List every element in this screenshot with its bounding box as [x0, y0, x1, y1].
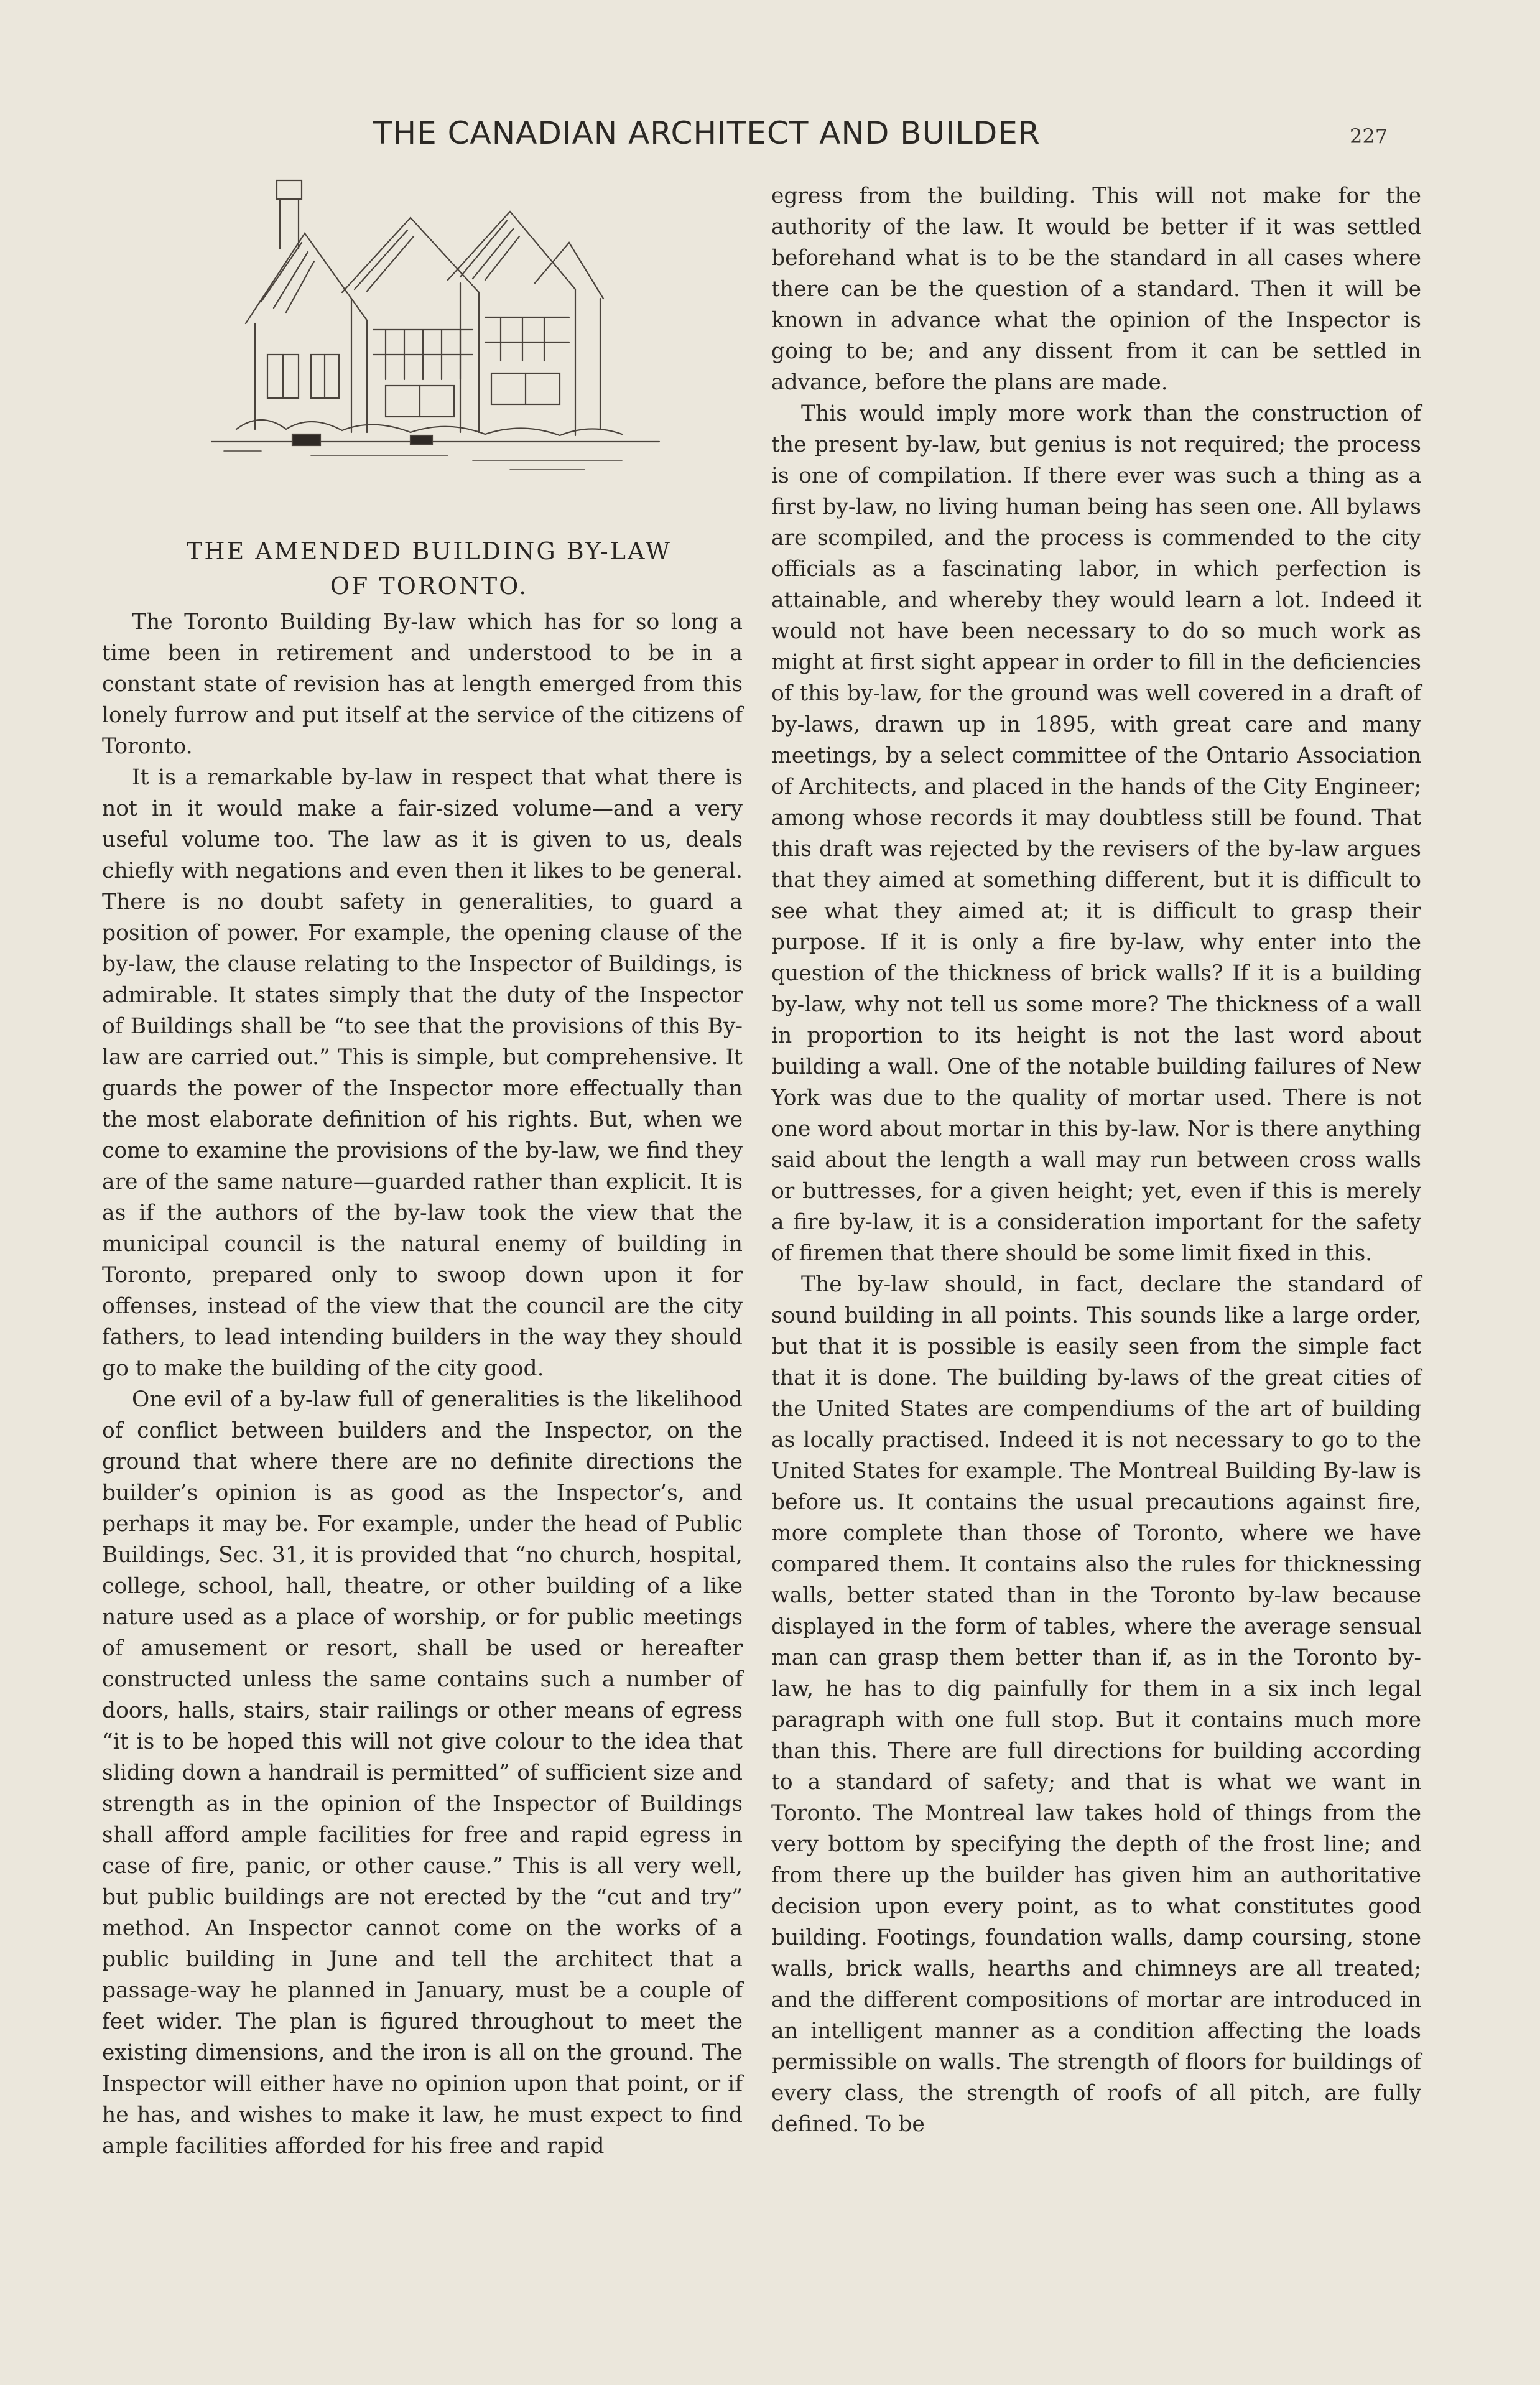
paragraph: egress from the building. This will not make for the authority of the law. It would be better if it was settled beforehand what is to be the standard in all cases where there can be the question of a standard. Then it will be known in advance what the opinion of the Inspector is going to be; and any dissent from it can be settled in advance, before the plans are made. [771, 184, 1421, 395]
paragraph: The by-law should, in fact, declare the standard of sound building in all points. This sounds like a large order, but that it is possible is easily seen from the simple fact that it is done. The building by-laws of the great cities of the United States are compendiums of the art of building as locally practised. Indeed it is not necessary to go to the United States for example. The Montreal Building By-law is before us. It contains the usual precautions against fire, more complete than those of Toronto, where we have compared them. It contains also the rules for thicknessing walls, better stated than in the Toronto by-law because displayed in the form of tables, where the average sensual man can grasp them better than if, as in the Toronto by-law, he has to dig painfully for them in a six inch legal paragraph with one full stop. But it contains much more than this. There are full directions for building according to a standard of safety; and that is what we want in Toronto. The Montreal law takes hold of things from the very bottom by specifying the depth of the frost line; and from there up the builder has given him an authoritative decision upon every point, as to what constitutes good building. Footings, foundation walls, damp coursing, stone walls, brick walls, hearths and chimneys are all treated; and the different compositions of mortar are introduced in an intelligent manner as a condition affecting the loads permissible on walls. The strength of floors for buildings of every class, the strength of roofs of all pitch, are fully defined. To be [771, 1272, 1421, 2137]
page-number: 227 [1350, 124, 1388, 148]
paragraph: It is a remarkable by-law in respect that what there is not in it would make a fair-sized volume—and a very useful volume too. The law as it is given to us, deals chiefly with negations and even then it likes to be general. There is no doubt safety in generalities, to guard a position of power. For example, the opening clause of the by-law, the clause relating to the Inspector of Buildings, is admirable. It states simply that the duty of the Inspector of Buildings shall be “to see that the provisions of this By-law are carried out.” This is simple, but comprehensive. It guards the power of the Inspector more effectually than the most elaborate definition of his rights. But, when we come to examine the provisions of the by-law, we find they are of the same nature—guarded rather than explicit. It is as if the authors of the by-law took the view that the municipal council is the natural enemy of building in Toronto, prepared only to swoop down upon it for offenses, instead of the view that the council are the city fathers, to lead intending builders in the way they should go to make the building of the city good. [102, 765, 743, 1381]
paragraph: The Toronto Building By-law which has for so long a time been in retirement and understood to be in a constant state of revision has at length emerged from this lonely furrow and put itself at the service of the citizens of Toronto. [102, 610, 743, 759]
paragraph: One evil of a by-law full of generalities is the likelihood of conflict between builders and the Inspector, on the ground that where there are no definite directions the builder’s opinion is as good as the Inspector’s, and perhaps it may be. For example, under the head of Public Buildings, Sec. 31, it is provided that “no church, hospital, college, school, hall, theatre, or other building of a like nature used as a place of worship, or for public meetings of amusement or resort, shall be used or hereafter constructed unless the same contains such a number of doors, halls, stairs, stair railings or other means of egress “it is to be hoped this will not give colour to the idea that sliding down a handrail is permitted” of sufficient size and strength as in the opinion of the Inspector of Buildings shall afford ample facilities for free and rapid egress in case of fire, panic, or other cause.” This is all very well, but public buildings are not erected by the “cut and try” method. An Inspector cannot come on the works of a public building in June and tell the architect that a passage-way he planned in January, must be a couple of feet wider. The plan is figured throughout to meet the existing dimensions, and the iron is all on the ground. The Inspector will either have no opinion upon that point, or if he has, and wishes to make it law, he must expect to find ample facilities afforded for his free and rapid [102, 1387, 743, 2159]
running-title: THE CANADIAN ARCHITECT AND BUILDER [373, 115, 1041, 151]
article-title-line-2: OF TORONTO. [330, 572, 529, 600]
article-title [100, 534, 759, 603]
right-column [771, 180, 1421, 2140]
article-title-line-1: THE AMENDED BUILDING BY-LAW [187, 537, 672, 565]
paragraph: This would imply more work than the construction of the present by-law, but genius is not required; the process is one of compilation. If there ever was such a thing as a first by-law, no living human being has seen one. All bylaws are scompiled, and the process is commended to the city officials as a fascinating labor, in which perfection is attainable, and whereby they would learn a lot. Indeed it would not have been necessary to do so much work as might at first sight appear in order to fill in the deficiencies of this by-law, for the ground was well covered in a draft of by-laws, drawn up in 1895, with great care and many meetings, by a select committee of the Ontario Association of Architects, and placed in the hands of the City Engineer; among whose records it may doubtless still be found. That this draft was rejected by the revisers of the by-law argues that they aimed at something different, but it is difficult to see what they aimed at; it is difficult to grasp their purpose. If it is only a fire by-law, why enter into the question of the thickness of brick walls? If it is a building by-law, why not tell us some more? The thickness of a wall in proportion to its height is not the last word about building a wall. One of the notable building failures of New York was due to the quality of mortar used. There is not one word about mortar in this by-law. Nor is there anything said about the length a wall may run between cross walls or buttresses, for a given height; yet, even if this is merely a fire by-law, it is a consideration important for the safety of firemen that there should be some limit fixed in this. [771, 401, 1421, 1266]
house-illustration [187, 174, 672, 479]
left-column [102, 607, 743, 2162]
